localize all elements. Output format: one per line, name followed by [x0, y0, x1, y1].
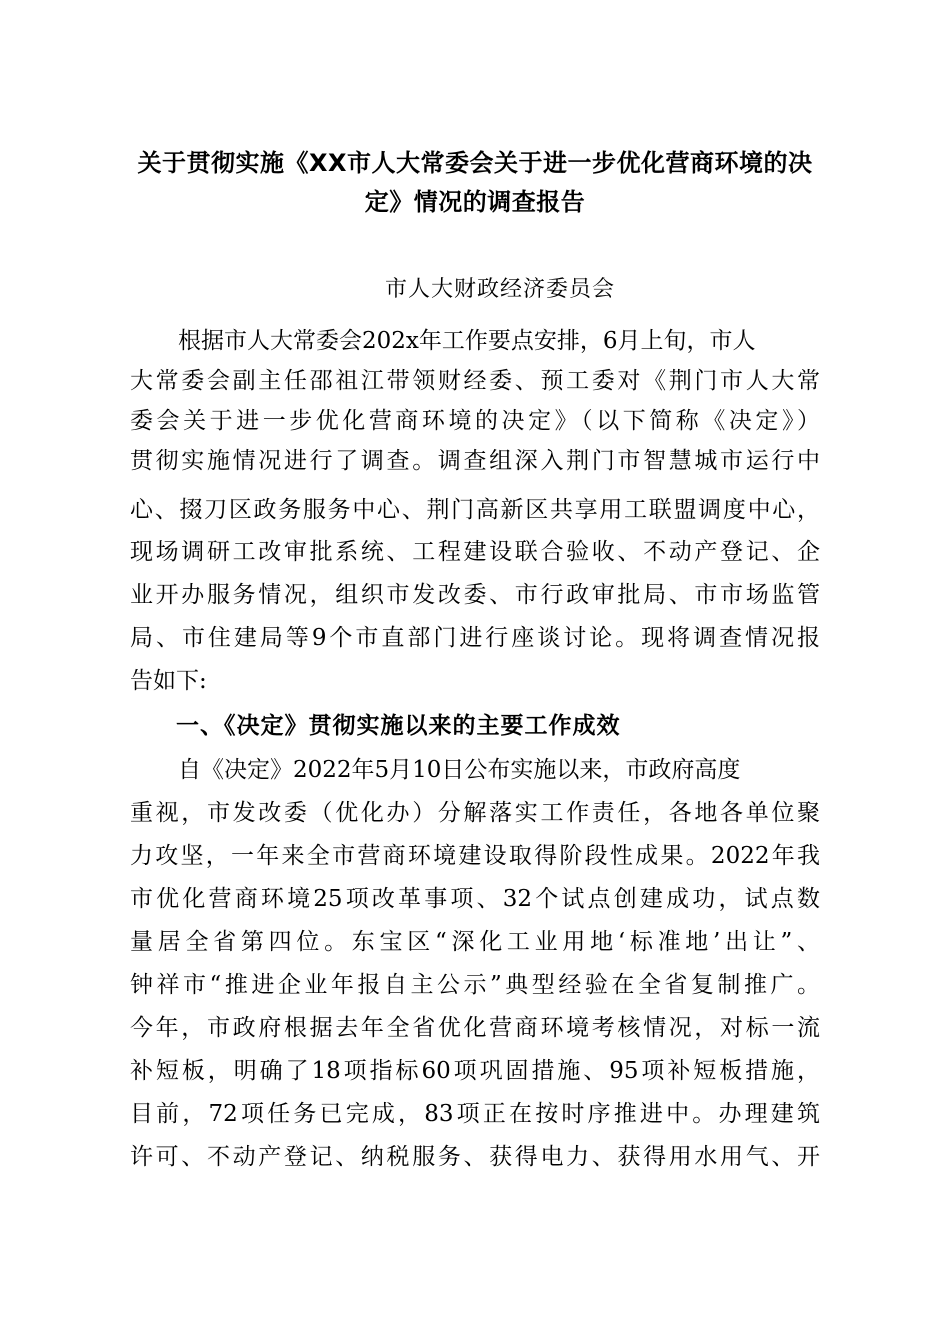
paragraph-2-line: 目前，72项任务已完成，83项正在按时序推进中。办理建筑 — [130, 1101, 820, 1127]
paragraph-2-line: 补短板，明确了18项指标60项巩固措施、95项补短板措施， — [130, 1058, 820, 1084]
document-author: 市人大财政经济委员会 — [384, 277, 615, 302]
paragraph-2-line: 重视，市发改委（优化办）分解落实工作责任，各地各单位聚 — [130, 800, 820, 826]
paragraph-2-line: 许可、不动产登记、纳税服务、获得电力、获得用水用气、开 — [130, 1144, 820, 1170]
section-heading-1: 一、《决定》贯彻实施以来的主要工作成效 — [176, 713, 621, 739]
paragraph-1-line: 委会关于进一步优化营商环境的决定》（以下简称《决定》） — [130, 408, 820, 434]
paragraph-1-line: 局、市住建局等9个市直部门进行座谈讨论。现将调查情况报 — [130, 625, 820, 651]
paragraph-1-line: 业开办服务情况，组织市发改委、市行政审批局、市市场监管 — [130, 582, 820, 608]
paragraph-1-line: 现场调研工改审批系统、工程建设联合验收、不动产登记、企 — [130, 539, 820, 565]
paragraph-2-line: 市优化营商环境25项改革事项、32个试点创建成功，试点数 — [130, 886, 820, 912]
paragraph-2-line: 今年，市政府根据去年全省优化营商环境考核情况，对标一流 — [130, 1015, 820, 1041]
paragraph-1-line: 贯彻实施情况进行了调查。调查组深入荆门市智慧城市运行中 — [130, 448, 820, 474]
paragraph-1-line: 心、掇刀区政务服务中心、荆门高新区共享用工联盟调度中心， — [130, 497, 820, 523]
paragraph-1-line: 告如下: — [130, 668, 207, 694]
paragraph-1-line: 大常委会副主任邵祖江带领财经委、预工委对《荆门市人大常 — [130, 368, 820, 394]
paragraph-2-line: 力攻坚，一年来全市营商环境建设取得阶段性成果。2022年我 — [130, 843, 820, 869]
document-title-line-1: 关于贯彻实施《XX市人大常委会关于进一步优化营商环境的决 — [137, 149, 813, 177]
paragraph-1-line: 根据市人大常委会202x年工作要点安排，6月上旬，市人 — [178, 328, 756, 354]
paragraph-2-line: 钟祥市“推进企业年报自主公示”典型经验在全省复制推广。 — [130, 972, 820, 998]
document-title-line-2: 定》情况的调查报告 — [364, 188, 586, 216]
paragraph-2-line: 自《决定》2022年5月10日公布实施以来，市政府高度 — [178, 757, 741, 783]
paragraph-2-line: 量居全省第四位。东宝区“深化工业用地‘标准地’出让”、 — [130, 929, 820, 955]
